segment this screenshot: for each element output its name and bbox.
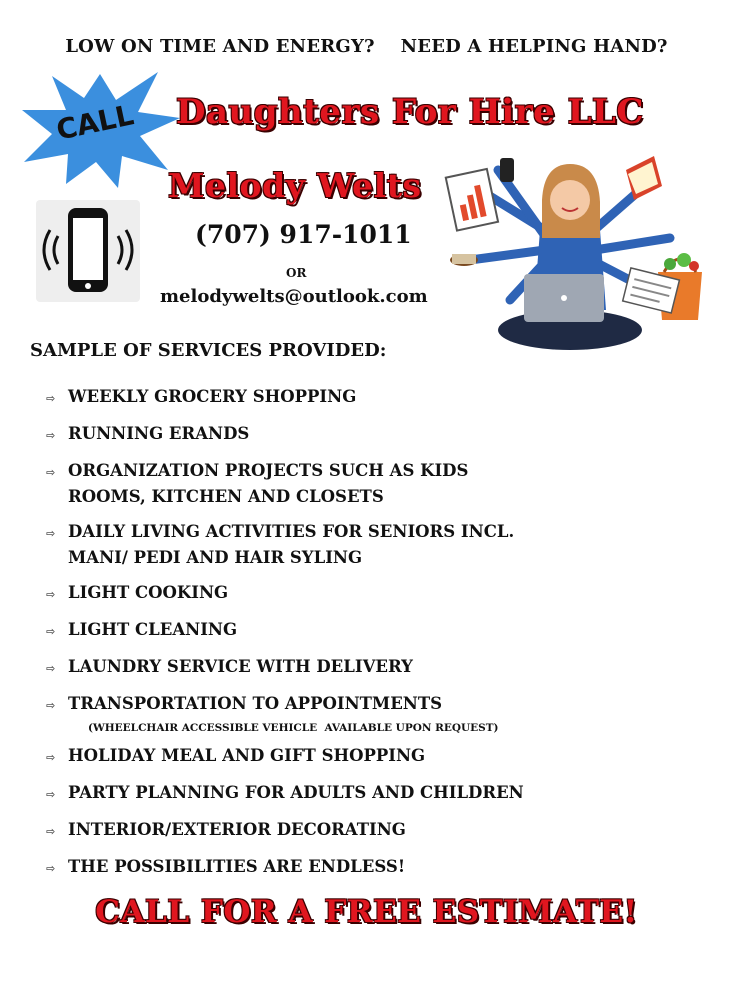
smartphone-ringing-icon — [36, 200, 140, 302]
list-item — [46, 780, 606, 808]
list-item — [46, 458, 606, 510]
service-label: RUNNING ERANDS — [68, 424, 250, 443]
phone-number[interactable]: (707) 917-1011 — [195, 220, 412, 249]
contact-name: Melody Welts — [168, 166, 422, 205]
starburst-badge-icon — [18, 66, 183, 191]
arrow-bullet-icon: ⇨ — [46, 825, 56, 838]
arrow-bullet-icon: ⇨ — [46, 751, 56, 764]
transport-note-text: (WHEELCHAIR ACCESSIBLE VEHICLE AVAILABLE UPON REQUEST) — [88, 722, 499, 734]
arrow-bullet-icon: ⇨ — [46, 429, 56, 442]
list-item — [46, 580, 606, 608]
arrow-bullet-icon: ⇨ — [46, 588, 56, 601]
list-item — [46, 743, 606, 771]
list-item — [46, 519, 606, 571]
arrow-bullet-icon: ⇨ — [46, 625, 56, 638]
arrow-bullet-icon: ⇨ — [46, 862, 56, 875]
list-item — [46, 384, 606, 412]
call-to-action: CALL FOR A FREE ESTIMATE! — [95, 894, 638, 930]
list-item — [46, 691, 606, 719]
tagline: LOW ON TIME AND ENERGY? NEED A HELPING HAND? — [65, 36, 668, 57]
service-label: TRANSPORTATION TO APPOINTMENTS — [68, 694, 443, 713]
service-label: HOLIDAY MEAL AND GIFT SHOPPING — [68, 746, 426, 765]
arrow-bullet-icon: ⇨ — [46, 788, 56, 801]
service-label: LAUNDRY SERVICE WITH DELIVERY — [68, 657, 413, 676]
service-label: WEEKLY GROCERY SHOPPING — [68, 387, 357, 406]
arrow-bullet-icon: ⇨ — [46, 527, 56, 540]
list-item — [46, 654, 606, 682]
arrow-bullet-icon: ⇨ — [46, 392, 56, 405]
service-label: ORGANIZATION PROJECTS SUCH AS KIDS ROOMS, KITCHEN AND CLOSETS — [68, 461, 469, 506]
service-label: LIGHT COOKING — [68, 583, 229, 602]
service-label: PARTY PLANNING FOR ADULTS AND CHILDREN — [68, 783, 524, 802]
service-label: LIGHT CLEANING — [68, 620, 238, 639]
service-label: DAILY LIVING ACTIVITIES FOR SENIORS INCL. MANI/ PEDI AND HAIR SYLING — [68, 522, 515, 567]
service-label: INTERIOR/EXTERIOR DECORATING — [68, 820, 406, 839]
list-item — [46, 817, 606, 845]
transport-note — [46, 719, 606, 737]
multitasking-woman-illustration — [440, 150, 710, 360]
list-item — [46, 617, 606, 645]
service-label: THE POSSIBILITIES ARE ENDLESS! — [68, 857, 406, 876]
services-heading: SAMPLE OF SERVICES PROVIDED: — [30, 340, 387, 361]
arrow-bullet-icon: ⇨ — [46, 662, 56, 675]
list-item — [46, 421, 606, 449]
list-item — [46, 854, 606, 882]
arrow-bullet-icon: ⇨ — [46, 466, 56, 479]
services-list — [46, 384, 606, 882]
arrow-bullet-icon: ⇨ — [46, 699, 56, 712]
call-badge-label: CALL — [53, 98, 137, 147]
email-address[interactable]: melodywelts@outlook.com — [160, 286, 428, 307]
company-name: Daughters For Hire LLC — [176, 92, 644, 132]
or-separator: OR — [286, 266, 307, 280]
